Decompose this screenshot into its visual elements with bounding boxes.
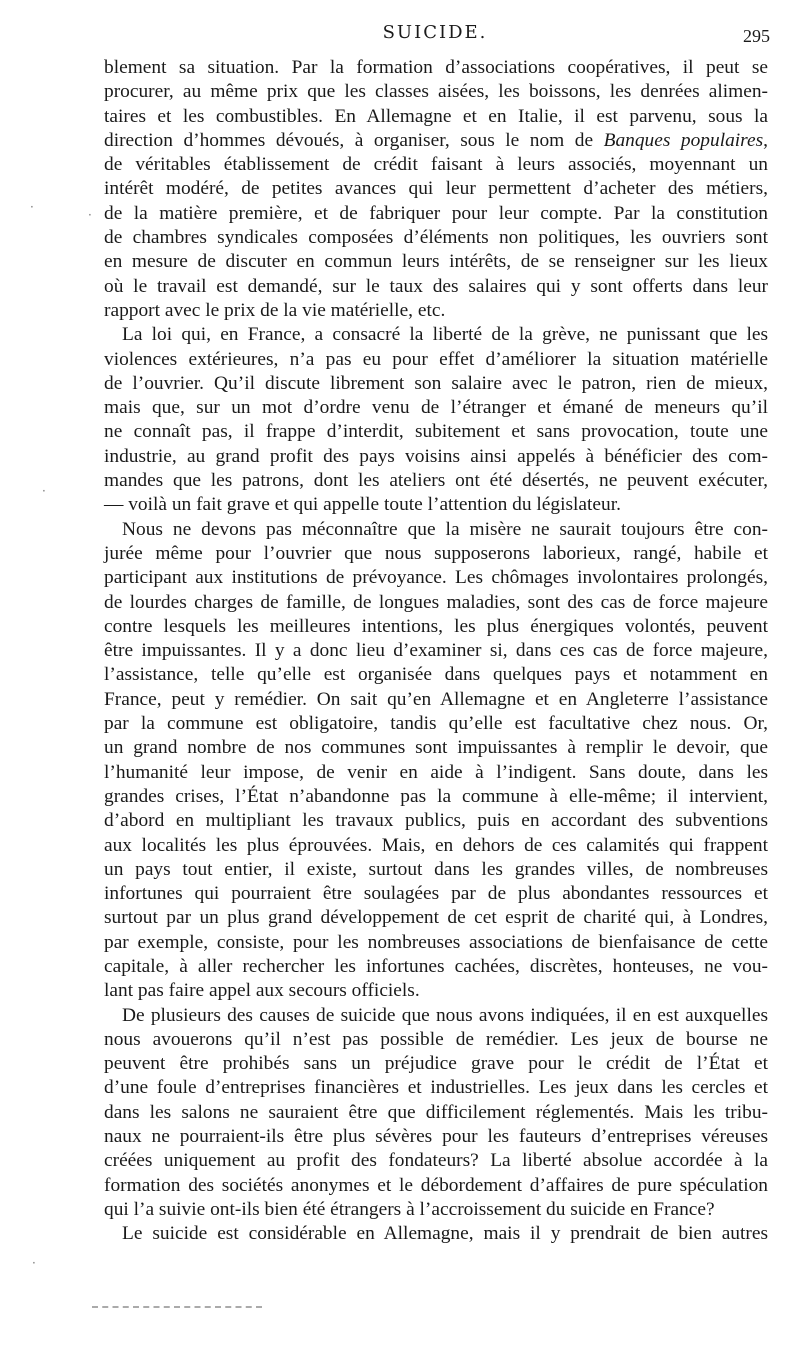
text-line: d’une foule d’entreprises financières et industrielles. Les jeux dans les cercles et bbox=[104, 1077, 768, 1099]
text-line: France, peut y remédier. On sait qu’en Allemagne et en Angleterre l’assistance bbox=[104, 688, 768, 710]
paragraph bbox=[104, 518, 768, 1004]
body-text bbox=[104, 56, 768, 1247]
text-line: taires et les combustibles. En Allemagne et en Italie, il est parvenu, sous la bbox=[104, 105, 768, 127]
text-line: capitale, à aller rechercher les infortunes cachées, discrètes, honteuses, ne vou- bbox=[104, 955, 768, 977]
text-line: industrie, au grand profit des pays voisins ainsi appelés à bénéficier des com- bbox=[104, 445, 768, 467]
text-line: un pays tout entier, il existe, surtout dans les grandes villes, de nombreuses bbox=[104, 858, 768, 880]
text-line: l’humanité leur impose, de venir en aide à l’indigent. Sans doute, dans les bbox=[104, 761, 768, 783]
text-line: de la matière première, et de fabriquer pour leur compte. Par la constitution bbox=[104, 202, 768, 224]
text-line: participant aux institutions de prévoyance. Les chômages involontaires prolongés, bbox=[104, 567, 768, 589]
text-line: intérêt modéré, de petites avances qui leur permettent d’acheter des métiers, bbox=[104, 178, 768, 200]
text-line: dans les salons ne sauraient être que difficilement réglementés. Mais les tribu- bbox=[104, 1101, 768, 1123]
text-line: infortunes qui pourraient être soulagées par de plus abondantes ressources et bbox=[104, 883, 768, 905]
text-line: l’assistance, telle qu’elle est organisée dans quelques pays et notamment en bbox=[104, 664, 768, 686]
text-line: de lourdes charges de famille, de longues maladies, sont des cas de force majeure bbox=[104, 591, 768, 613]
margin-speck: · bbox=[30, 200, 34, 214]
text-line: d’abord en multipliant les travaux publics, puis en accordant des subventions bbox=[104, 810, 768, 832]
text-line: lant pas faire appel aux secours officiels. bbox=[104, 980, 420, 1002]
margin-speck: · bbox=[88, 208, 92, 222]
text-line: en mesure de discuter en commun leurs intérêts, de se renseigner sur les lieux bbox=[104, 251, 768, 273]
text-line: par exemple, consiste, pour les nombreuses associations de bienfaisance de cette bbox=[104, 931, 768, 953]
text-line: mandes que les patrons, dont les ateliers ont été désertés, ne peuvent exécuter, bbox=[104, 470, 768, 492]
text-line: La loi qui, en France, a consacré la liberté de la grève, ne punissant que les bbox=[122, 324, 768, 346]
text-line: où le travail est demandé, sur le taux des salaires qui y sont offerts dans leur bbox=[104, 275, 768, 297]
paragraph bbox=[104, 1004, 768, 1223]
text-line: ne connaît pas, il frappe d’interdit, subitement et sans provocation, toute une bbox=[104, 421, 768, 443]
text-line: grandes crises, l’État n’abandonne pas la commune à elle-même; il intervient, bbox=[104, 785, 768, 807]
text-line: procurer, au même prix que les classes aisées, les boissons, les denrées alimen- bbox=[104, 81, 768, 103]
paragraph bbox=[104, 1222, 768, 1246]
running-head bbox=[100, 22, 770, 52]
paragraph bbox=[104, 56, 768, 323]
text-line: direction d’hommes dévoués, à organiser, sous le nom de Banques populaires, bbox=[104, 129, 768, 151]
text-line: de l’ouvrier. Qu’il discute librement son salaire avec le patron, rien de mieux, bbox=[104, 372, 768, 394]
text-line: qui l’a suivie ont-ils bien été étrangers à l’accroissement du suicide en France? bbox=[104, 1198, 715, 1220]
text-line: par la commune est obligatoire, tandis qu’elle est facultative chez nous. Or, bbox=[104, 713, 768, 735]
page-number: 295 bbox=[743, 26, 770, 46]
running-title: SUICIDE. bbox=[382, 22, 488, 43]
text-line: contre lesquels les meilleures intentions, les plus énergiques volontés, peuvent bbox=[104, 615, 768, 637]
text-line: violences extérieures, n’a pas eu pour effet d’améliorer la situation matérielle bbox=[104, 348, 768, 370]
text-line: créées uniquement au profit des fondateurs? La liberté absolue accordée à la bbox=[104, 1150, 768, 1172]
text-line: blement sa situation. Par la formation d’associations coopératives, il peut se bbox=[104, 57, 768, 78]
text-line: jurée même pour l’ouvrier que nous supposerons laborieux, rangé, habile et bbox=[104, 542, 768, 564]
text-line: de chambres syndicales composées d’éléments non politiques, les ouvriers sont bbox=[104, 227, 768, 249]
text-line: nous avouerons qu’il n’est pas possible de remédier. Les jeux de bourse ne bbox=[104, 1028, 768, 1050]
paragraph bbox=[104, 323, 768, 517]
text-line: Le suicide est considérable en Allemagne, mais il y prendrait de bien autres bbox=[122, 1223, 768, 1245]
text-line: formation des sociétés anonymes et le débordement d’affaires de pure spéculation bbox=[104, 1174, 768, 1196]
text-line: peuvent être prohibés sans un préjudice grave pour le crédit de l’État et bbox=[104, 1053, 768, 1075]
text-line: de véritables établissement de crédit faisant à leurs associés, moyennant un bbox=[104, 154, 768, 176]
margin-speck: · bbox=[32, 1256, 36, 1270]
margin-speck: · bbox=[42, 484, 46, 498]
text-line: surtout par un plus grand développement de cet esprit de charité qui, à Londres, bbox=[104, 907, 768, 929]
text-line: aux localités les plus éprouvées. Mais, en dehors de ces calamités qui frappent bbox=[104, 834, 768, 856]
text-line: un grand nombre de nos communes sont impuissantes à remplir le devoir, que bbox=[104, 737, 768, 759]
text-line: être impuissantes. Il y a donc lieu d’examiner si, dans ces cas de force majeure, bbox=[104, 640, 768, 662]
text-line: Nous ne devons pas méconnaître que la misère ne saurait toujours être con- bbox=[122, 518, 768, 540]
text-line: mais que, sur un mot d’ordre venu de l’étranger et émané de meneurs qu’il bbox=[104, 397, 768, 419]
text-line: naux ne pourraient-ils être plus sévères pour les fauteurs d’entreprises véreuses bbox=[104, 1126, 768, 1148]
footer-dashes bbox=[92, 1306, 262, 1312]
text-line: — voilà un fait grave et qui appelle toute l’attention du législateur. bbox=[104, 494, 621, 516]
text-line: rapport avec le prix de la vie matérielle, etc. bbox=[104, 299, 446, 321]
text-line: De plusieurs des causes de suicide que nous avons indiquées, il en est auxquelles bbox=[122, 1004, 768, 1026]
